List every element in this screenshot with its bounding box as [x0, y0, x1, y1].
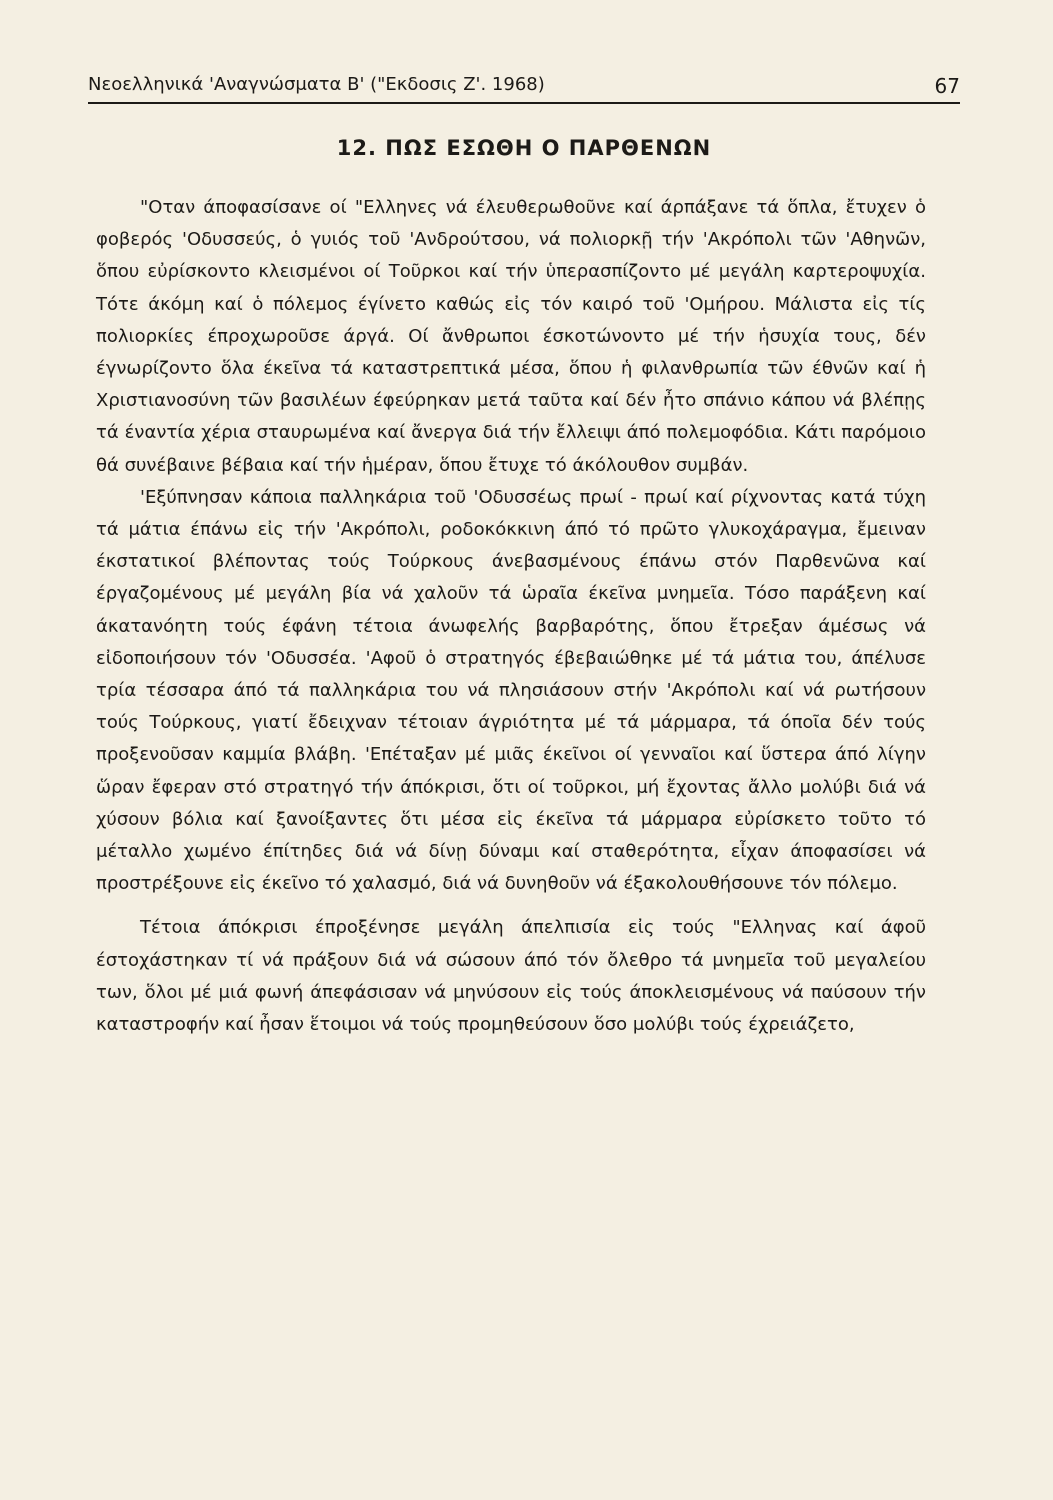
- chapter-title: 12. ΠΩΣ ΕΣΩΘΗ Ο ΠΑΡΘΕΝΩΝ: [336, 136, 712, 160]
- running-header: [88, 70, 960, 100]
- body-text: [96, 192, 926, 1041]
- running-title: Νεοελληνικά 'Αναγνώσματα Β' ("Εκδοσις Ζ'. 1968): [88, 74, 545, 95]
- header-rule: [88, 102, 960, 104]
- page-number: 67: [934, 74, 960, 98]
- paragraph-1: "Οταν άποφασίσανε οί "Ελληνες νά έλευθερωθοῦνε καί άρπάξανε τά ὅπλα, ἔτυχεν ὁ φοβερός 'Οδυσσεύς, ὁ γυιός τοῦ 'Ανδρούτσου, νά πολιορκῇ τήν 'Ακρόπολι τῶν 'Αθηνῶν, ὅπου εὐρίσκοντο κλεισμένοι οί Τοῦρκοι καί τήν ὑπερασπίζοντο μέ μεγάλη καρτεροψυχία. Τότε άκόμη καί ὁ πόλεμος έγίνετο καθώς εἰς τόν καιρό τοῦ 'Ομήρου. Μάλιστα εἰς τίς πολιορκίες έπροχωροῦσε άργά. Οί ἄνθρωποι έσκοτώνοντο μέ τήν ἡσυχία τους, δέν έγνωρίζοντο ὅλα έκεῖνα τά καταστρεπτικά μέσα, ὅπου ἡ φιλανθρωπία τῶν έθνῶν καί ἡ Χριστιανοσύνη τῶν βασιλέων έφεύρηκαν μετά ταῦτα καί δέν ἦτο σπάνιο κάπου νά βλέπῃς τά έναντία χέρια σταυρωμένα καί ἄνεργα διά τήν ἔλλειψι άπό πολεμοφόδια. Κάτι παρόμοιο θά συνέβαινε βέβαια καί τήν ἡμέραν, ὅπου ἔτυχε τό άκόλουθον συμβάν.: [96, 197, 926, 476]
- paragraph-3: Τέτοια άπόκρισι έπροξένησε μεγάλη άπελπισία εἰς τούς "Ελληνας καί άφοῦ έστοχάστηκαν τί νά πράξουν διά νά σώσουν άπό τόν ὄλεθρο τά μνημεῖα τοῦ μεγαλείου των, ὅλοι μέ μιά φωνή άπεφάσισαν νά μηνύσουν εἰς τούς άποκλεισμένους νά παύσουν τήν καταστροφήν καί ἦσαν ἕτοιμοι νά τούς προμηθεύσουν ὅσο μολύβι τούς έχρειάζετο,: [96, 917, 926, 1036]
- paragraph-2: 'Εξύπνησαν κάποια παλληκάρια τοῦ 'Οδυσσέως πρωί - πρωί καί ρίχνοντας κατά τύχη τά μάτια έπάνω εἰς τήν 'Ακρόπολι, ροδοκόκκινη άπό τό πρῶτο γλυκοχάραγμα, ἔμειναν έκστατικοί βλέποντας τούς Τούρκους άνεβασμένους έπάνω στόν Παρθενῶνα καί έργαζομένους μέ μεγάλη βία νά χαλοῦν τά ὡραῖα έκεῖνα μνημεῖα. Τόσο παράξενη καί άκατανόητη τούς έφάνη τέτοια άνωφελής βαρβαρότης, ὅπου ἔτρεξαν άμέσως νά εἰδοποιήσουν τόν 'Οδυσσέα. 'Αφοῦ ὁ στρατηγός έβεβαιώθηκε μέ τά μάτια του, άπέλυσε τρία τέσσαρα άπό τά παλληκάρια του νά πλησιάσουν στήν 'Ακρόπολι καί νά ρωτήσουν τούς Τούρκους, γιατί ἔδειχναν τέτοιαν άγριότητα μέ τά μάρμαρα, τά όποῖα δέν τούς προξενοῦσαν καμμία βλάβη. 'Επέταξαν μέ μιᾶς έκεῖνοι οί γενναῖοι καί ὕστερα άπό λίγην ὥραν ἔφεραν στό στρατηγό τήν άπόκρισι, ὅτι οί τοῦρκοι, μή ἔχοντας ἄλλο μολύβι διά νά χύσουν βόλια καί ξανοίξαντες ὅτι μέσα εἰς έκεῖνα τά μάρμαρα εὐρίσκετο τοῦτο τό μέταλλο χωμένο έπίτηδες διά νά δίνῃ δύναμι καί σταθερότητα, εἶχαν άποφασίσει νά προστρέξουνε εἰς έκεῖνο τό χαλασμό, διά νά δυνηθοῦν νά έξακολουθήσουνε τόν πόλεμο.: [96, 486, 926, 895]
